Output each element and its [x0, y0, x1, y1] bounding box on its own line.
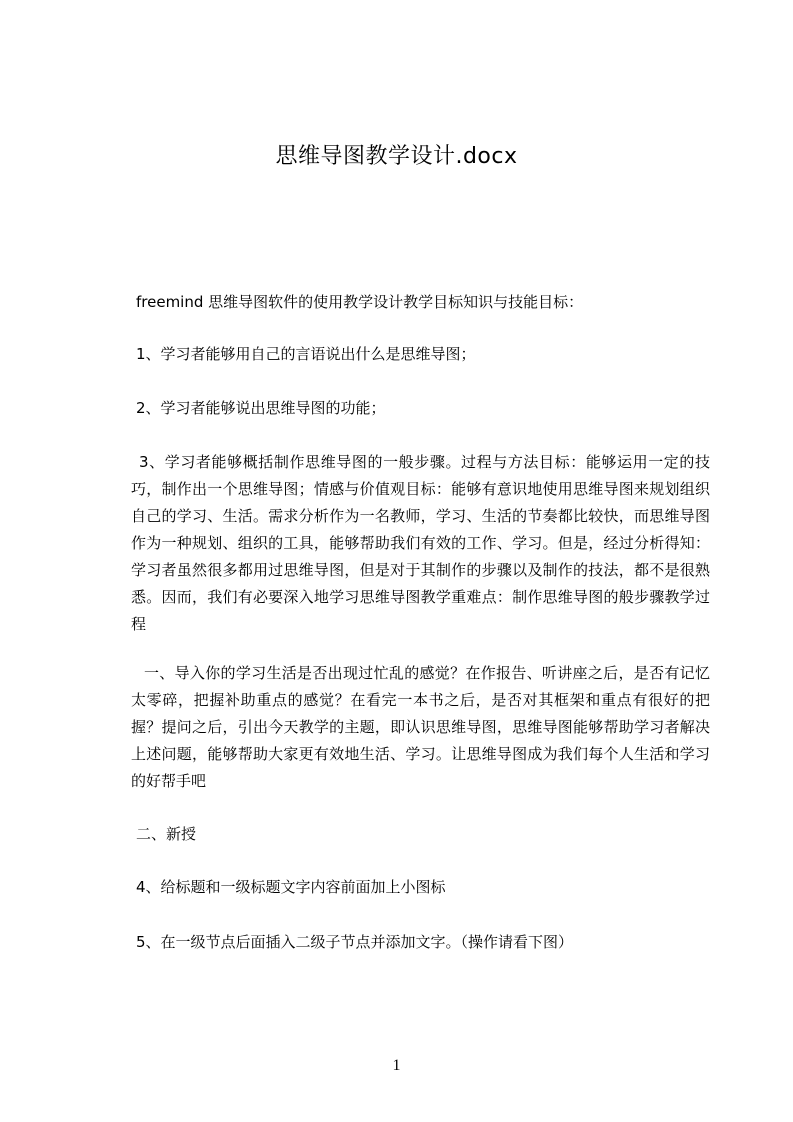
- paragraph-step-4: 4、给标题和一级标题文字内容前面加上小图标: [136, 878, 446, 896]
- paragraph-section-intro: 一、导入你的学习生活是否出现过忙乱的感觉？在作报告、听讲座之后，是否有记忆太零碎，把握补助重点的感觉？在看完一本书之后，是否对其框架和重点有很好的把握？提问之后，引出今天教学的主题，即认识思维导图，思维导图能够帮助学习者解决上述问题，能够帮助大家更有效地生活、学习。让思维导图成为我们每个人生活和学习的好帮手吧: [131, 664, 710, 790]
- paragraph-objective-2: 2、学习者能够说出思维导图的功能；: [136, 399, 386, 417]
- paragraph-section-new: 二、新授: [136, 825, 197, 843]
- paragraph-intro: freemind 思维导图软件的使用教学设计教学目标知识与技能目标：: [136, 293, 584, 311]
- document-title: 思维导图教学设计.docx: [275, 144, 518, 169]
- page-number: 1: [392, 1057, 401, 1074]
- paragraph-objective-1: 1、学习者能够用自己的言语说出什么是思维导图；: [136, 345, 476, 363]
- paragraph-step-5: 5、在一级节点后面插入二级子节点并添加文字。（操作请看下图）: [136, 933, 574, 951]
- paragraph-objective-3: 3、学习者能够概括制作思维导图的一般步骤。过程与方法目标：能够运用一定的技巧，制作出一个思维导图；情感与价值观目标：能够有意识地使用思维导图来规划组织自己的学习、生活。需求分析作为一名教师，学习、生活的节奏都比较快，而思维导图作为一种规划、组织的工具，能够帮助我们有效的工作、学习。但是，经过分析得知：学习者虽然很多都用过思维导图，但是对于其制作的步骤以及制作的技法，都不是很熟悉。因而，我们有必要深入地学习思维导图教学重难点：制作思维导图的般步骤教学过程: [131, 453, 710, 633]
